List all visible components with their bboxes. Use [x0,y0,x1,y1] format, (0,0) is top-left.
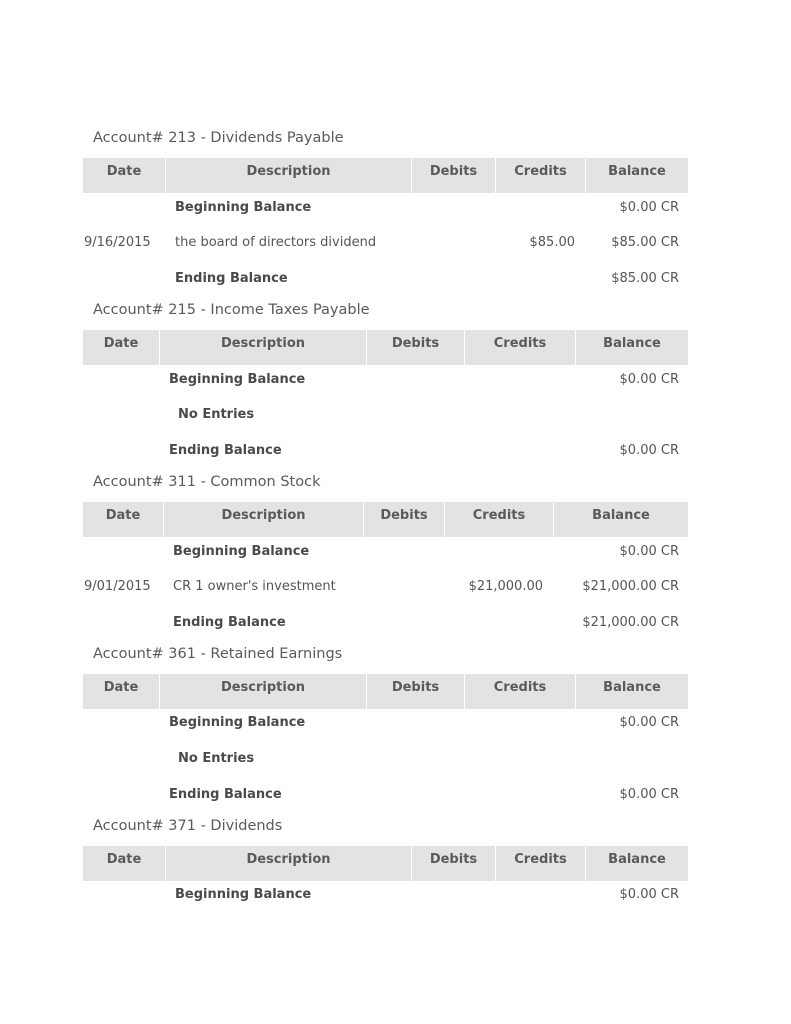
header-balance: Balance [608,164,666,179]
account-title: Account# 371 - Dividends [93,818,283,834]
beginning-balance-value: $0.00 CR [619,200,679,215]
table-header [83,158,688,193]
header-credits: Credits [465,330,576,365]
header-description: Description [160,330,367,365]
entry-description: CR 1 owner's investment [173,579,336,594]
header-debits: Debits [412,846,496,881]
header-balance: Balance [603,680,661,695]
account-title: Account# 361 - Retained Earnings [93,646,343,662]
header-credits: Credits [465,674,576,709]
header-debits: Debits [412,158,496,193]
beginning-balance-label: Beginning Balance [169,715,306,730]
beginning-balance-label: Beginning Balance [175,200,312,215]
header-date: Date [83,158,166,193]
no-entries-label: No Entries [178,407,255,422]
header-date: Date [83,502,164,537]
header-credits: Credits [496,846,586,881]
ending-balance-label: Ending Balance [175,271,288,286]
entry-balance: $21,000.00 CR [582,579,679,594]
entry-date: 9/16/2015 [84,235,151,250]
header-debits: Debits [364,502,445,537]
ending-balance-label: Ending Balance [169,443,282,458]
table-header [83,674,688,709]
beginning-balance-label: Beginning Balance [173,544,310,559]
ending-balance-label: Ending Balance [173,615,286,630]
ending-balance-label: Ending Balance [169,787,282,802]
entry-balance: $85.00 CR [611,235,679,250]
table-header [83,330,688,365]
beginning-balance-value: $0.00 CR [619,544,679,559]
header-date: Date [83,846,166,881]
beginning-balance-value: $0.00 CR [619,887,679,902]
ending-balance-value: $0.00 CR [619,787,679,802]
header-description: Description [164,502,364,537]
beginning-balance-value: $0.00 CR [619,715,679,730]
entry-description: the board of directors dividend [175,235,377,250]
account-title: Account# 311 - Common Stock [93,474,321,490]
table-header [83,502,688,537]
account-title: Account# 213 - Dividends Payable [93,130,344,146]
no-entries-label: No Entries [178,751,255,766]
header-date: Date [83,330,160,365]
header-balance: Balance [592,508,650,523]
entry-credit: $85.00 [529,235,575,250]
header-debits: Debits [367,674,465,709]
header-credits: Credits [496,158,586,193]
ending-balance-value: $21,000.00 CR [582,615,679,630]
entry-date: 9/01/2015 [84,579,151,594]
header-description: Description [166,158,412,193]
header-debits: Debits [367,330,465,365]
beginning-balance-label: Beginning Balance [175,887,312,902]
ending-balance-value: $85.00 CR [611,271,679,286]
header-credits: Credits [445,502,554,537]
table-header [83,846,688,881]
beginning-balance-label: Beginning Balance [169,372,306,387]
ending-balance-value: $0.00 CR [619,443,679,458]
header-balance: Balance [608,852,666,867]
header-description: Description [166,846,412,881]
header-date: Date [83,674,160,709]
account-title: Account# 215 - Income Taxes Payable [93,302,370,318]
entry-credit: $21,000.00 [468,579,543,594]
header-balance: Balance [603,336,661,351]
header-description: Description [160,674,367,709]
beginning-balance-value: $0.00 CR [619,372,679,387]
